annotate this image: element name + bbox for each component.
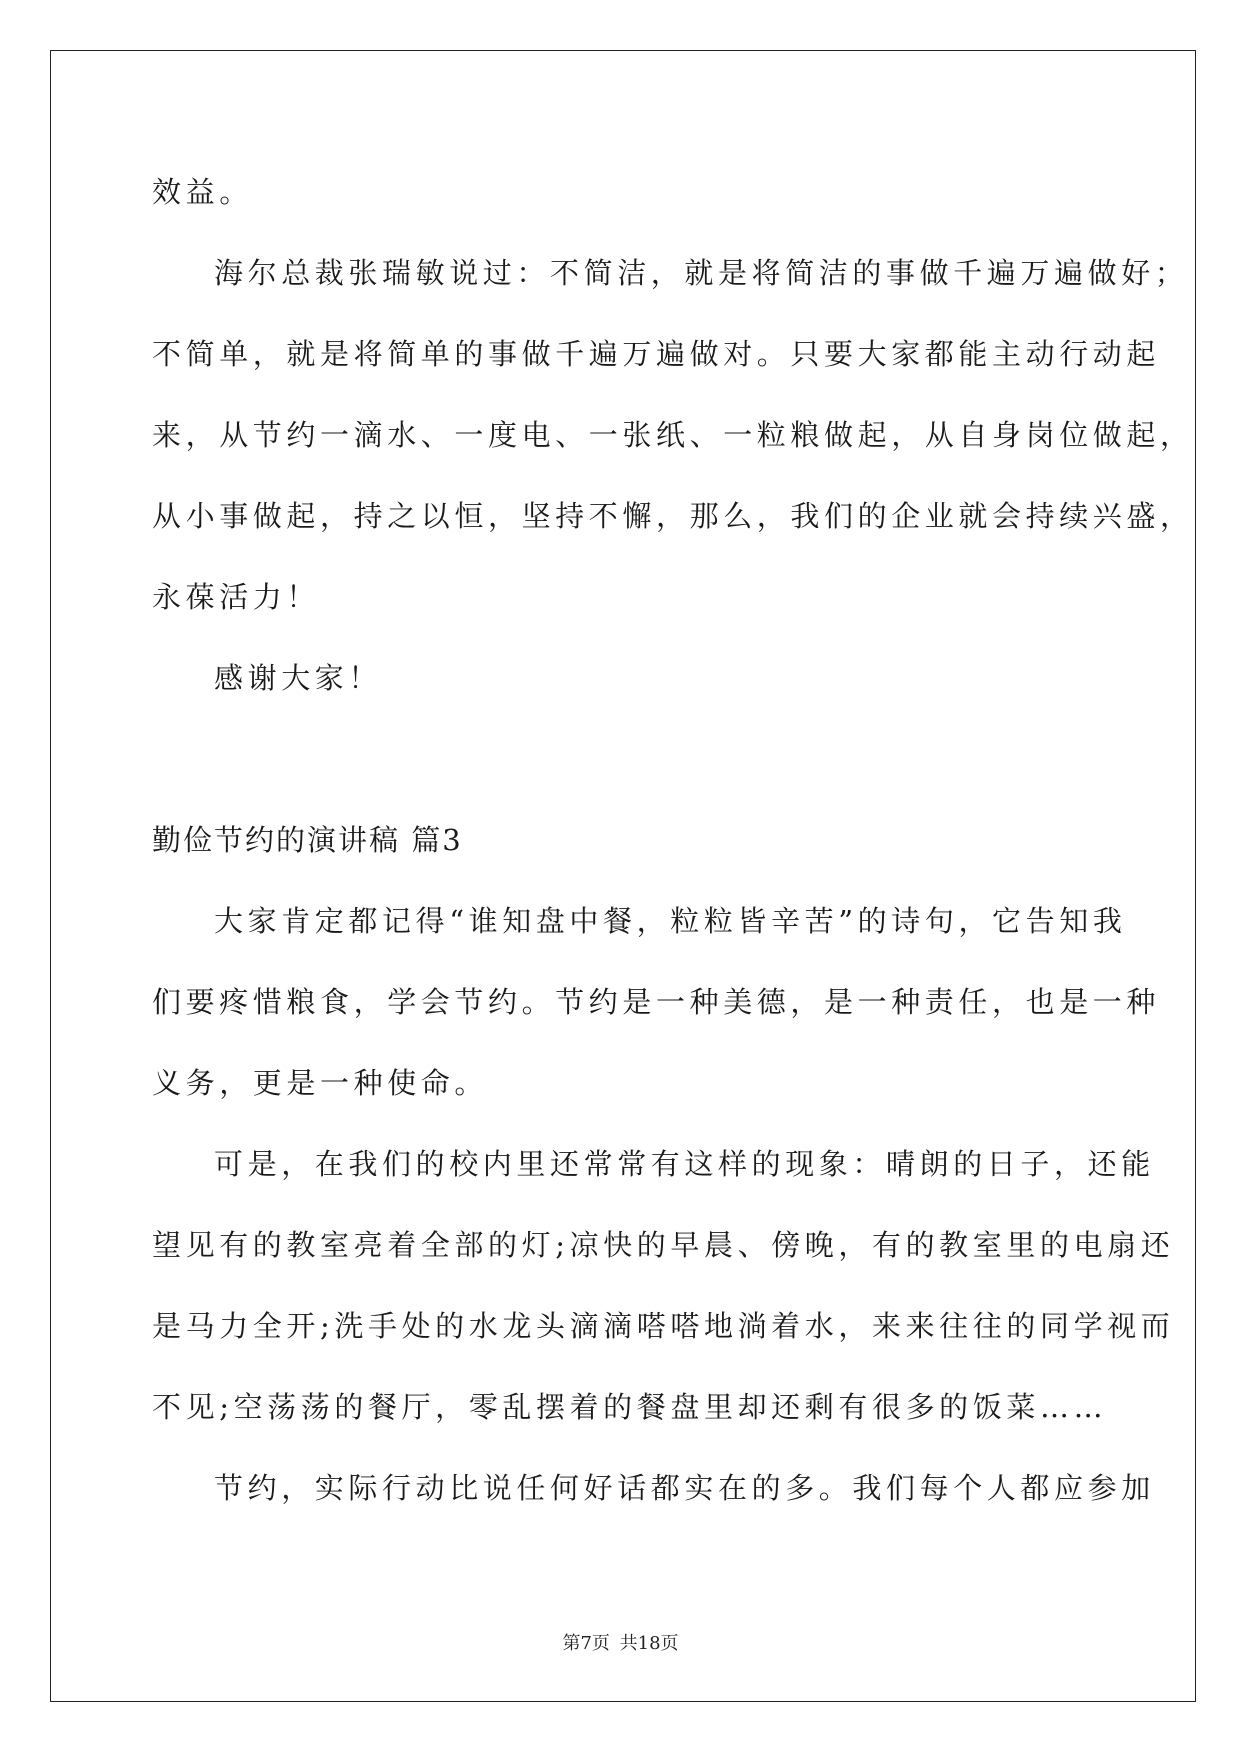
- page-footer: [0, 1632, 1241, 1656]
- text-line: 们要疼惜粮食，学会节约。节约是一种美德，是一种责任，也是一种: [152, 985, 1161, 1019]
- text-line: 不见;空荡荡的餐厅，零乱摆着的餐盘里却还剩有很多的饭菜……: [152, 1390, 1108, 1424]
- text-line: 可是，在我们的校内里还常常有这样的现象：晴朗的日子，还能: [214, 1147, 1155, 1181]
- section-heading: 勤俭节约的演讲稿 篇3: [152, 823, 463, 857]
- page-border: [50, 50, 1196, 1702]
- text-line: 感谢大家！: [214, 661, 383, 695]
- text-line: 海尔总裁张瑞敏说过：不简洁，就是将简洁的事做千遍万遍做好；: [214, 256, 1189, 290]
- text-line: 来，从节约一滴水、一度电、一张纸、一粒粮做起，从自身岗位做起，: [152, 418, 1194, 452]
- text-line: 从小事做起，持之以恒，坚持不懈，那么，我们的企业就会持续兴盛，: [152, 499, 1194, 533]
- text-line: 义务，更是一种使命。: [152, 1066, 489, 1100]
- text-line: 望见有的教室亮着全部的灯;凉快的早晨、傍晚，有的教室里的电扇还: [152, 1228, 1175, 1262]
- text-line: 不简单，就是将简单的事做千遍万遍做对。只要大家都能主动行动起: [152, 337, 1161, 371]
- text-line: 大家肯定都记得“谁知盘中餐，粒粒皆辛苦”的诗句，它告知我: [214, 904, 1127, 938]
- text-line: 永葆活力！: [152, 580, 321, 614]
- page-number: 第7页: [562, 1633, 610, 1654]
- text-line: 效益。: [152, 175, 253, 209]
- text-line: 节约，实际行动比说任何好话都实在的多。我们每个人都应参加: [214, 1471, 1155, 1505]
- text-line: 是马力全开;洗手处的水龙头滴滴嗒嗒地淌着水，来来往往的同学视而: [152, 1309, 1175, 1343]
- total-pages: 共18页: [619, 1633, 679, 1654]
